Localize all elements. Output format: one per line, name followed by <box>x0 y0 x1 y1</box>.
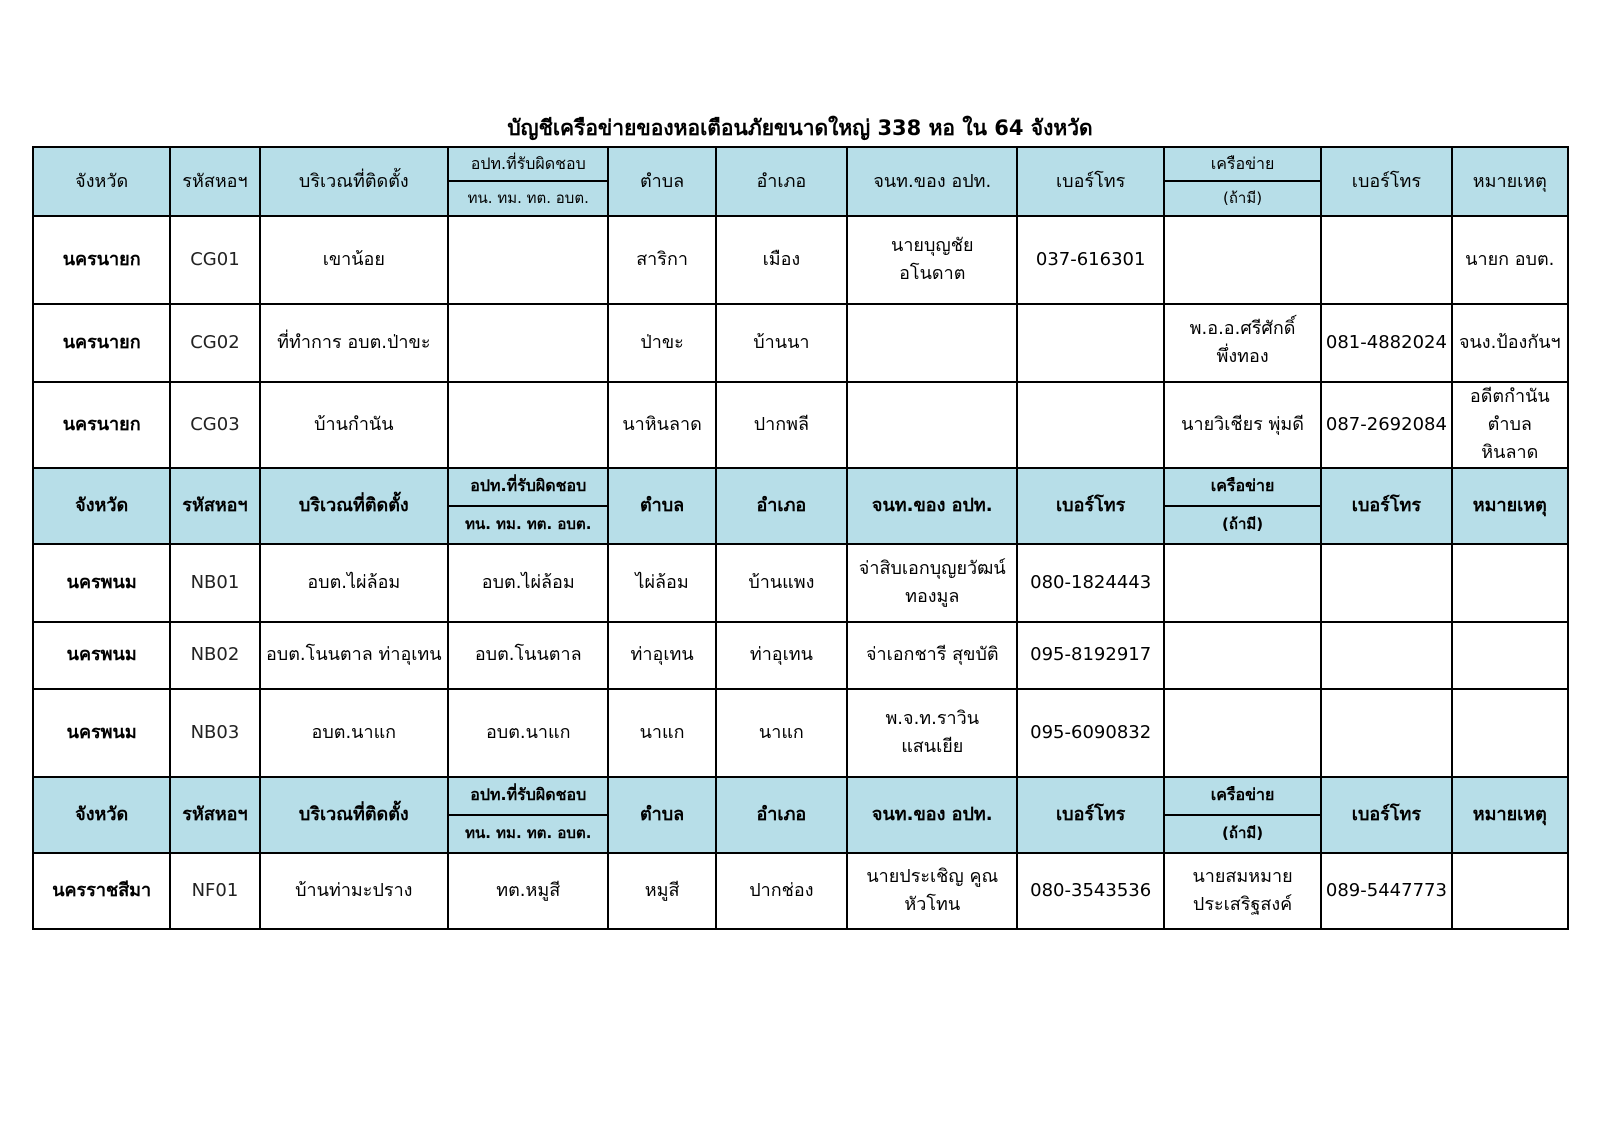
province-cell: นครนายก <box>33 304 170 382</box>
network-cell <box>1164 544 1321 622</box>
subdistrict-cell: สาริกา <box>608 216 715 304</box>
header-phone: เบอร์โทร <box>1017 777 1163 853</box>
district-cell: นาแก <box>716 689 847 777</box>
header-lao-types: ทน. ทม. ทต. อบต. <box>448 815 608 853</box>
header-phone: เบอร์โทร <box>1017 468 1163 544</box>
location-cell: อบต.ไผ่ล้อม <box>260 544 448 622</box>
header-remark: หมายเหตุ <box>1452 777 1568 853</box>
header-district: อำเภอ <box>716 147 847 216</box>
network-phone-cell: 081-4882024 <box>1321 304 1451 382</box>
table-row <box>33 622 1568 689</box>
header-network-phone: เบอร์โทร <box>1321 468 1451 544</box>
remark-cell: จนง.ป้องกันฯ <box>1452 304 1568 382</box>
remark-cell <box>1452 622 1568 689</box>
header-network-phone: เบอร์โทร <box>1321 147 1451 216</box>
phone-cell: 080-3543536 <box>1017 853 1163 929</box>
header-network-phone: เบอร์โทร <box>1321 777 1451 853</box>
district-cell: ท่าอุเทน <box>716 622 847 689</box>
header-remark: หมายเหตุ <box>1452 468 1568 544</box>
header-subdistrict: ตำบล <box>608 147 715 216</box>
header-network-sub: (ถ้ามี) <box>1164 506 1321 544</box>
header-subdistrict: ตำบล <box>608 468 715 544</box>
remark-cell <box>1452 689 1568 777</box>
officer-cell <box>847 304 1017 382</box>
network-phone-cell <box>1321 622 1451 689</box>
header-province: จังหวัด <box>33 777 170 853</box>
province-cell: นครพนม <box>33 544 170 622</box>
subdistrict-cell: ป่าขะ <box>608 304 715 382</box>
lao-cell: อบต.ไผ่ล้อม <box>448 544 608 622</box>
network-phone-cell: 089-5447773 <box>1321 853 1451 929</box>
header-row <box>33 777 1568 815</box>
remark-cell <box>1452 853 1568 929</box>
header-district: อำเภอ <box>716 468 847 544</box>
province-cell: นครนายก <box>33 216 170 304</box>
phone-cell <box>1017 304 1163 382</box>
tower-code-cell: NB01 <box>170 544 259 622</box>
district-cell: ปากช่อง <box>716 853 847 929</box>
location-cell: บ้านกำนัน <box>260 382 448 468</box>
table-row <box>33 853 1568 929</box>
location-cell: อบต.นาแก <box>260 689 448 777</box>
header-network-sub: (ถ้ามี) <box>1164 815 1321 853</box>
province-cell: นครพนม <box>33 622 170 689</box>
header-row <box>33 468 1568 506</box>
tower-code-cell: NF01 <box>170 853 259 929</box>
network-phone-cell <box>1321 544 1451 622</box>
header-network: เครือข่าย <box>1164 468 1321 506</box>
officer-cell: จ่าสิบเอกบุญยวัฒน์ ทองมูล <box>847 544 1017 622</box>
remark-cell <box>1452 544 1568 622</box>
tower-code-cell: NB02 <box>170 622 259 689</box>
header-district: อำเภอ <box>716 777 847 853</box>
officer-cell: นายบุญชัย อโนดาต <box>847 216 1017 304</box>
header-network: เครือข่าย <box>1164 147 1321 181</box>
network-cell <box>1164 689 1321 777</box>
network-cell <box>1164 216 1321 304</box>
phone-cell <box>1017 382 1163 468</box>
location-cell: ที่ทำการ อบต.ป่าขะ <box>260 304 448 382</box>
table-row <box>33 689 1568 777</box>
remark-cell: นายก อบต. <box>1452 216 1568 304</box>
tower-code-cell: CG03 <box>170 382 259 468</box>
header-province: จังหวัด <box>33 468 170 544</box>
network-phone-cell <box>1321 689 1451 777</box>
subdistrict-cell: นาแก <box>608 689 715 777</box>
subdistrict-cell: นาหินลาด <box>608 382 715 468</box>
location-cell: เขาน้อย <box>260 216 448 304</box>
header-tower-code: รหัสหอฯ <box>170 468 259 544</box>
officer-cell: จ่าเอกชารี สุขบัติ <box>847 622 1017 689</box>
network-cell: นายสมหมาย ประเสริฐสงค์ <box>1164 853 1321 929</box>
phone-cell: 095-8192917 <box>1017 622 1163 689</box>
header-officer: จนท.ของ อปท. <box>847 468 1017 544</box>
network-phone-cell <box>1321 216 1451 304</box>
header-lao: อปท.ที่รับผิดชอบ <box>448 777 608 815</box>
district-cell: บ้านแพง <box>716 544 847 622</box>
header-location: บริเวณที่ติดตั้ง <box>260 777 448 853</box>
network-cell: พ.อ.อ.ศรีศักดิ์ พึ่งทอง <box>1164 304 1321 382</box>
header-lao: อปท.ที่รับผิดชอบ <box>448 468 608 506</box>
officer-cell <box>847 382 1017 468</box>
province-cell: นครนายก <box>33 382 170 468</box>
header-remark: หมายเหตุ <box>1452 147 1568 216</box>
table-row <box>33 382 1568 468</box>
table-row <box>33 544 1568 622</box>
header-location: บริเวณที่ติดตั้ง <box>260 468 448 544</box>
subdistrict-cell: ไผ่ล้อม <box>608 544 715 622</box>
province-cell: นครพนม <box>33 689 170 777</box>
lao-cell <box>448 216 608 304</box>
table-row <box>33 304 1568 382</box>
network-cell <box>1164 622 1321 689</box>
header-officer: จนท.ของ อปท. <box>847 777 1017 853</box>
header-lao-types: ทน. ทม. ทต. อบต. <box>448 181 608 216</box>
tower-code-cell: CG01 <box>170 216 259 304</box>
network-cell: นายวิเชียร พุ่มดี <box>1164 382 1321 468</box>
tower-network-table <box>32 146 1569 930</box>
header-tower-code: รหัสหอฯ <box>170 147 259 216</box>
district-cell: บ้านนา <box>716 304 847 382</box>
subdistrict-cell: หมูสี <box>608 853 715 929</box>
province-cell: นครราชสีมา <box>33 853 170 929</box>
header-phone: เบอร์โทร <box>1017 147 1163 216</box>
network-phone-cell: 087-2692084 <box>1321 382 1451 468</box>
phone-cell: 080-1824443 <box>1017 544 1163 622</box>
district-cell: เมือง <box>716 216 847 304</box>
table-body <box>33 147 1568 929</box>
district-cell: ปากพลี <box>716 382 847 468</box>
phone-cell: 095-6090832 <box>1017 689 1163 777</box>
header-officer: จนท.ของ อปท. <box>847 147 1017 216</box>
header-lao: อปท.ที่รับผิดชอบ <box>448 147 608 181</box>
lao-cell: ทต.หมูสี <box>448 853 608 929</box>
header-location: บริเวณที่ติดตั้ง <box>260 147 448 216</box>
lao-cell <box>448 382 608 468</box>
location-cell: บ้านท่ามะปราง <box>260 853 448 929</box>
tower-code-cell: NB03 <box>170 689 259 777</box>
officer-cell: นายประเชิญ คูณ หัวโทน <box>847 853 1017 929</box>
header-network-sub: (ถ้ามี) <box>1164 181 1321 216</box>
lao-cell <box>448 304 608 382</box>
header-tower-code: รหัสหอฯ <box>170 777 259 853</box>
lao-cell: อบต.นาแก <box>448 689 608 777</box>
page-title: บัญชีเครือข่ายของหอเตือนภัยขนาดใหญ่ 338 หอ ใน 64 จังหวัด <box>507 116 1093 140</box>
header-province: จังหวัด <box>33 147 170 216</box>
header-network: เครือข่าย <box>1164 777 1321 815</box>
header-lao-types: ทน. ทม. ทต. อบต. <box>448 506 608 544</box>
header-row <box>33 147 1568 181</box>
phone-cell: 037-616301 <box>1017 216 1163 304</box>
remark-cell: อดีตกำนันตำบล หินลาด <box>1452 382 1568 468</box>
tower-code-cell: CG02 <box>170 304 259 382</box>
header-subdistrict: ตำบล <box>608 777 715 853</box>
lao-cell: อบต.โนนตาล <box>448 622 608 689</box>
table-row <box>33 216 1568 304</box>
location-cell: อบต.โนนตาล ท่าอุเทน <box>260 622 448 689</box>
subdistrict-cell: ท่าอุเทน <box>608 622 715 689</box>
officer-cell: พ.จ.ท.ราวิน แสนเยีย <box>847 689 1017 777</box>
